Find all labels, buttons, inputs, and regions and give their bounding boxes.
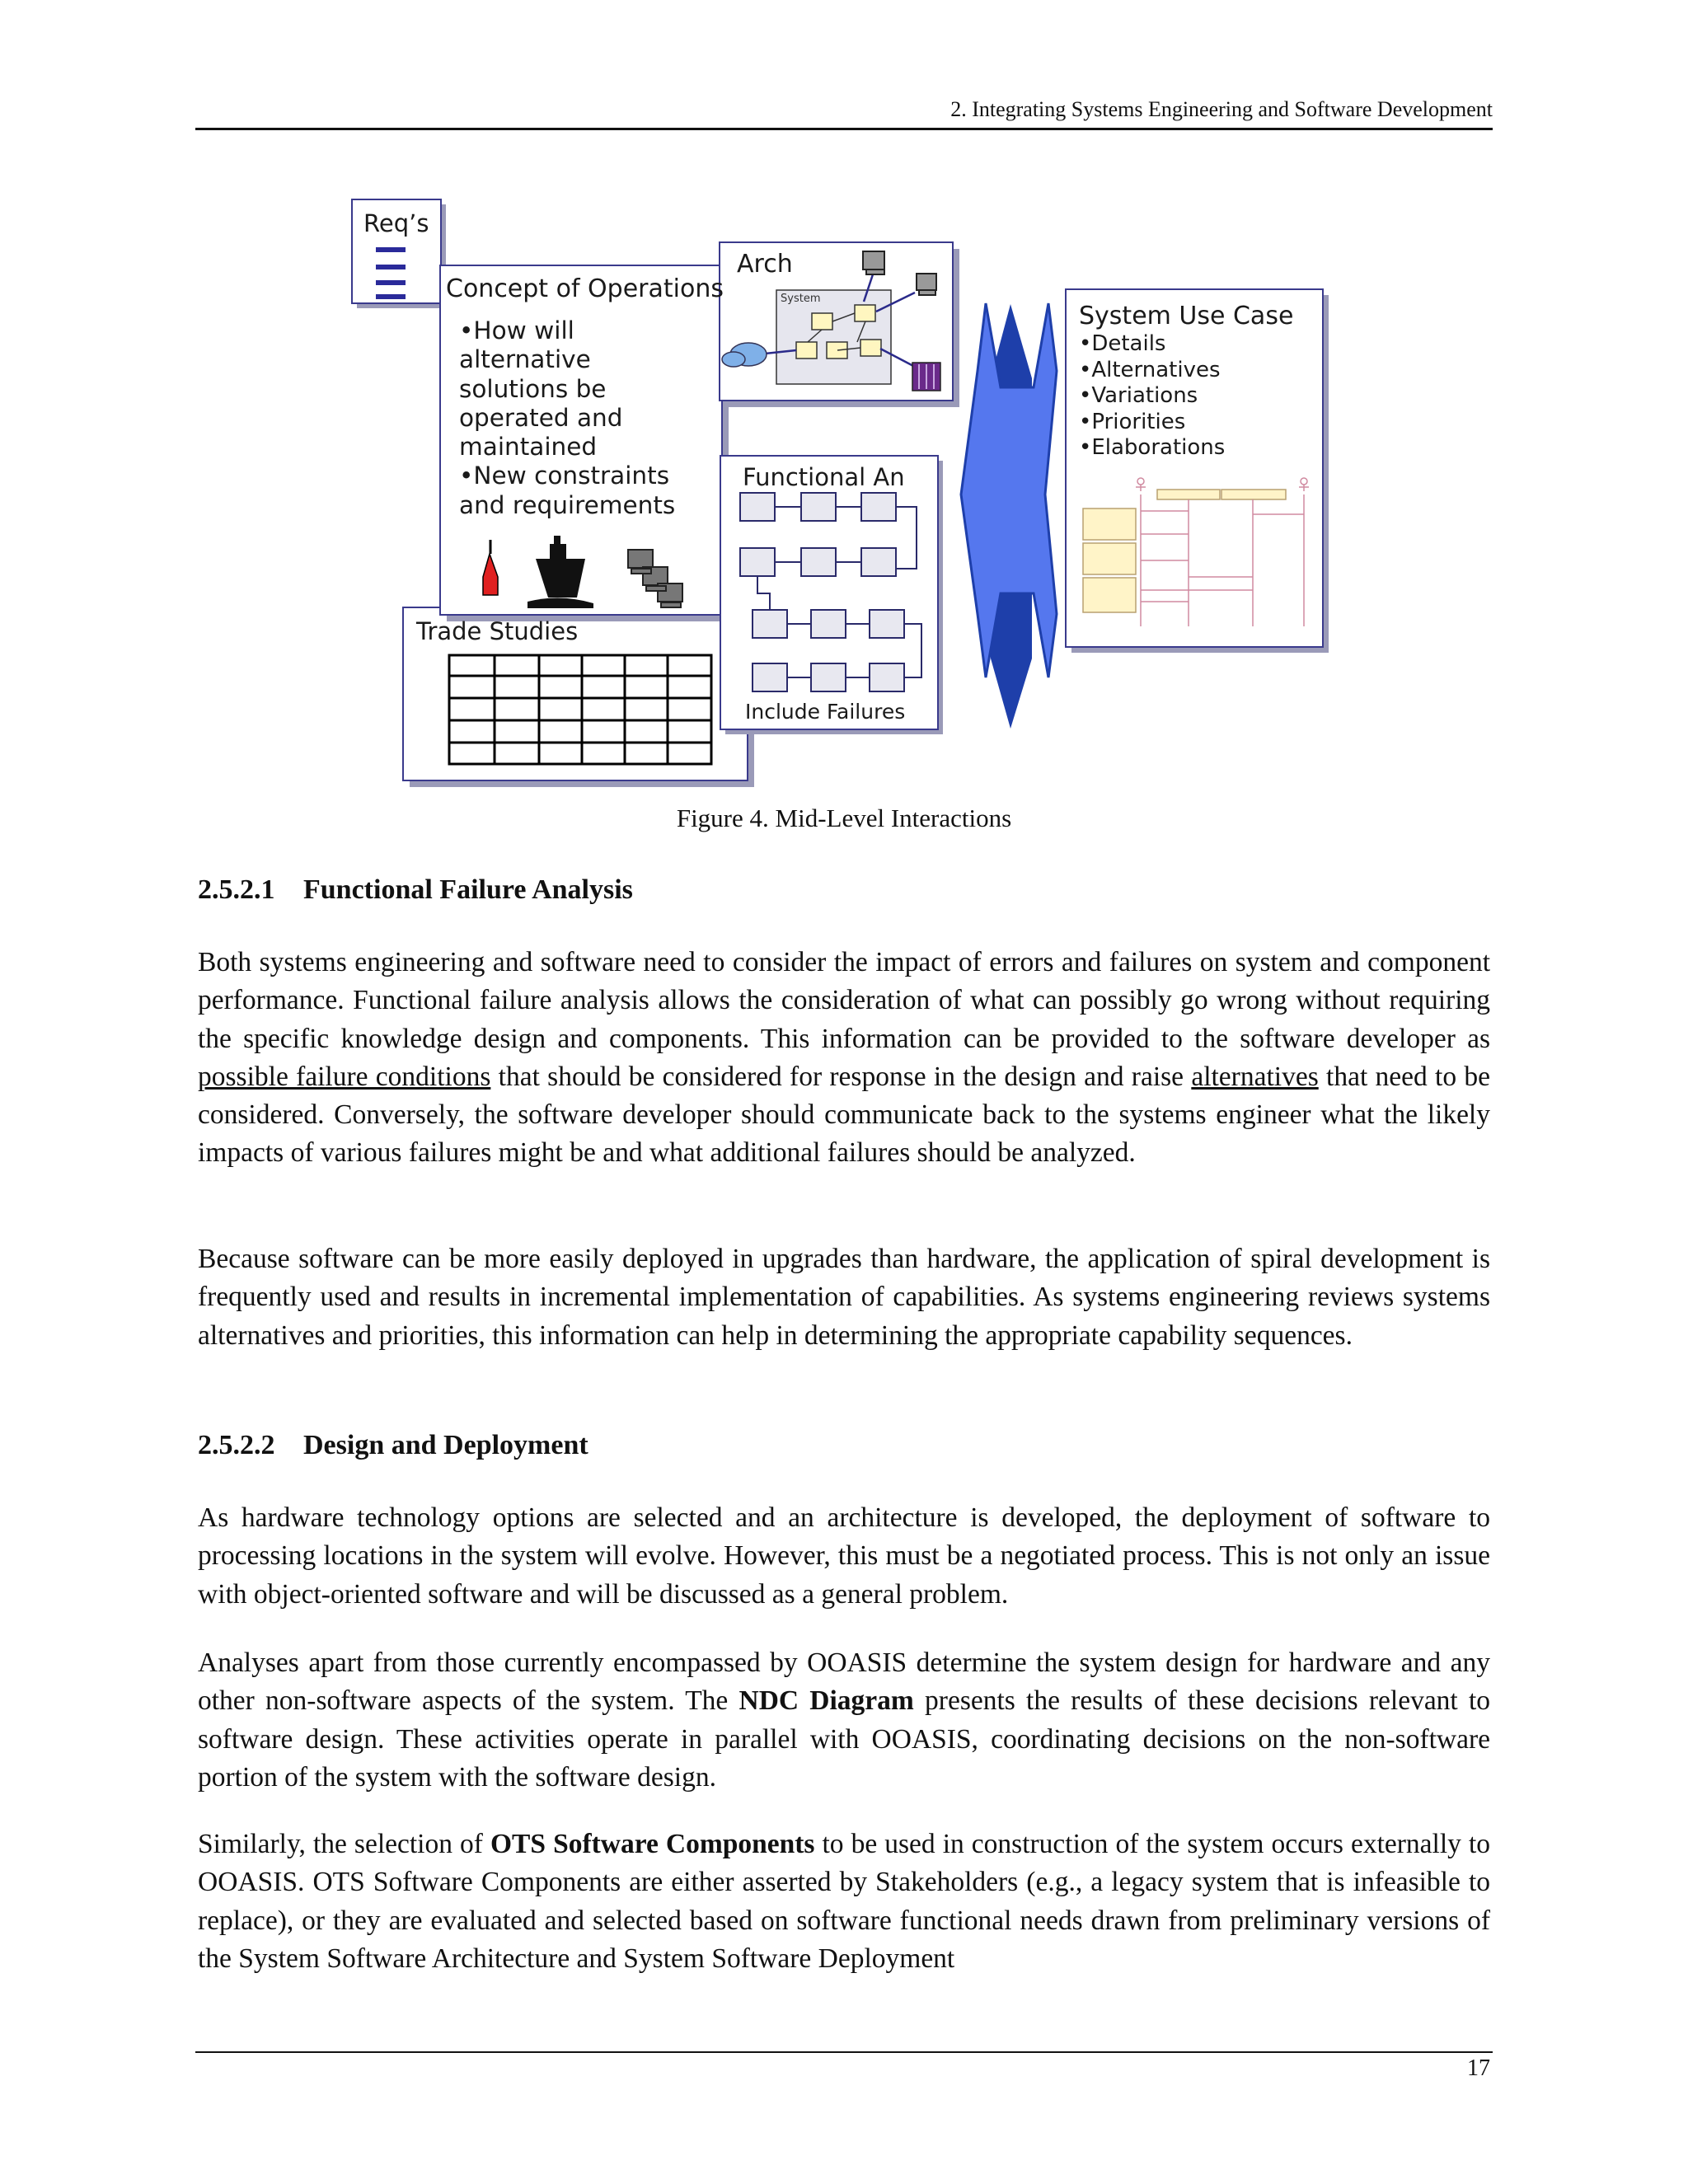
paragraph-ndc-diagram <box>198 1644 1490 1797</box>
page-number: 17 <box>1467 2055 1490 2081</box>
para-text: Both systems engineering and software need to consider the impact of errors and failures on system and component performance. Functional failure analysis allows the consideration of what can possibly go wrong without requiring the specific knowledge design and components. This information can be provided to the software developer as <box>198 947 1490 1054</box>
usecase-title: System Use Case <box>1079 302 1294 330</box>
arch-title: Arch <box>737 250 793 279</box>
paragraph-spiral-development <box>198 1240 1490 1355</box>
para-text: that need to be considered. Conversely, the software developer should communicate back to the systems engineer what the likely impacts of various failures might be and what additional failures should be analyzed. <box>198 1061 1490 1169</box>
trade-studies-title: Trade Studies <box>416 617 579 645</box>
paragraph-deployment <box>198 1499 1490 1614</box>
conops-line: •New constraints <box>459 462 670 490</box>
arch-computer-icon-1 <box>863 251 884 274</box>
section-title: Design and Deployment <box>303 1430 588 1460</box>
figure-mid-level-interactions <box>0 0 1688 832</box>
para-text: to be used in construction of the system occurs externally to OOASIS. OTS Software Components are either asserted by Stakeholders (e.g., a legacy system that is infeasible to replace), or they are evaluated and selected based on software functional needs drawn from preliminary versions of the System Software Architecture and System Software Deployment <box>198 1829 1490 1974</box>
paragraph-ots-components <box>198 1825 1490 1978</box>
bold-term: NDC Diagram <box>738 1685 914 1717</box>
para-text: Analyses apart from those currently encompassed by OOASIS determine the system design for hardware and any other non-software aspects of the system. The <box>198 1647 1490 1717</box>
section-heading-functional-failure <box>198 874 633 906</box>
figure-caption: Figure 4. Mid-Level Interactions <box>676 804 1012 832</box>
conops-line: and requirements <box>459 490 676 519</box>
section-heading-design-deployment <box>198 1430 588 1461</box>
section-number: 2.5.2.1 <box>198 874 275 905</box>
bold-term: OTS Software Components <box>490 1829 815 1859</box>
usecase-bullet: •Elaborations <box>1079 435 1226 460</box>
conops-line: operated and <box>459 403 623 432</box>
usecase-bullets <box>1079 331 1225 462</box>
para-text: presents the results of these decisions relevant to software design. These activities operate in parallel with OOASIS, coordinating decisions on the non-software portion of the system with the software design. <box>198 1685 1491 1793</box>
running-header: 2. Integrating Systems Engineering and Software Development <box>950 97 1493 121</box>
usecase-bullet: •Variations <box>1079 383 1198 408</box>
para-text: that should be considered for response in the design and raise <box>498 1061 1184 1092</box>
para-text: Similarly, the selection of <box>198 1829 483 1859</box>
usecase-bullet: •Alternatives <box>1079 357 1221 382</box>
footer-rule <box>195 2051 1493 2053</box>
conops-body <box>459 316 675 520</box>
functional-footer: Include Failures <box>745 700 906 724</box>
reqs-label: Req’s <box>363 209 429 237</box>
conops-line: alternative <box>459 345 591 374</box>
bidirectional-arrow <box>961 303 1057 729</box>
section-number: 2.5.2.2 <box>198 1430 275 1460</box>
conops-line: maintained <box>459 433 598 462</box>
paragraph-failure-analysis <box>198 944 1490 1173</box>
para-text: As hardware technology options are selected and an architecture is developed, the deployment of software to processing locations in the system will evolve. However, this must be a negotiated process. This is not only an issue with object-oriented software and will be discussed as a general problem. <box>198 1502 1490 1610</box>
underlined-term: alternatives <box>1191 1061 1319 1092</box>
functional-analysis-panel <box>720 456 943 734</box>
conops-line: solutions be <box>459 374 607 403</box>
arch-system-label: System <box>781 293 821 305</box>
conops-line: •How will <box>459 316 574 344</box>
underlined-term: possible failure conditions <box>198 1061 491 1092</box>
arch-storage-icon <box>912 363 940 391</box>
conops-title: Concept of Operations <box>446 274 724 303</box>
arch-computer-icon-2 <box>917 274 936 295</box>
functional-title: Functional An <box>743 463 905 491</box>
para-text: Because software can be more easily deployed in upgrades than hardware, the application of spiral development is frequently used and results in incremental implementation of capabilities. As systems engineering reviews systems alternatives and priorities, this information can help in determining the appropriate capability sequences. <box>198 1244 1490 1351</box>
usecase-bullet: •Priorities <box>1079 409 1186 434</box>
usecase-bullet: •Details <box>1079 331 1166 356</box>
section-title: Functional Failure Analysis <box>303 874 633 905</box>
